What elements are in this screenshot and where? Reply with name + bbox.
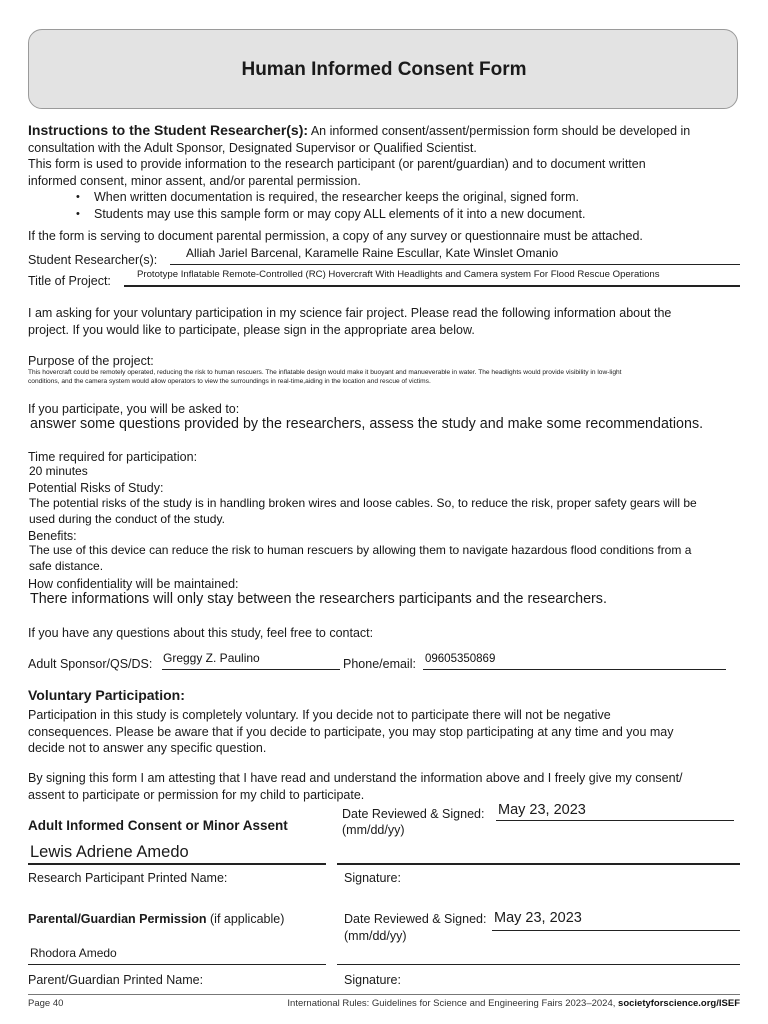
contact-intro: If you have any questions about this study, feel free to contact: bbox=[28, 626, 374, 640]
adult-date-label: Date Reviewed & Signed: bbox=[342, 807, 485, 821]
purpose-line2: conditions, and the camera system would allow operators to view the surroundings in real-time,aiding in the location and rescue of victims. bbox=[28, 378, 431, 385]
footer-link[interactable]: societyforscience.org/ISEF bbox=[618, 998, 740, 1009]
footer-page: Page 40 bbox=[28, 998, 64, 1009]
adult-date-line bbox=[496, 820, 734, 821]
benefits-text bbox=[29, 543, 754, 574]
adult-date-format: (mm/dd/yy) bbox=[342, 823, 405, 837]
parent-date-line bbox=[492, 930, 740, 931]
risks-text bbox=[29, 496, 754, 527]
footer-divider bbox=[28, 994, 740, 995]
parent-signature-line[interactable] bbox=[337, 964, 740, 965]
parental-heading bbox=[28, 911, 284, 928]
instructions-line4: informed consent, minor assent, and/or parental permission. bbox=[28, 173, 361, 188]
bullet-item: • Students may use this sample form or may copy ALL elements of it into a new document. bbox=[74, 206, 748, 223]
footer-rules: International Rules: Guidelines for Science and Engineering Fairs 2023–2024, bbox=[287, 998, 619, 1009]
time-value: 20 minutes bbox=[29, 464, 88, 478]
benefits-line2: safe distance. bbox=[29, 558, 104, 573]
purpose-line1: This hovercraft could be remotely operated, reducing the risk to human rescuers. The inflatable design would make it buoyant and manueverable in water. The headlights would provide visibility in low-light bbox=[28, 369, 622, 376]
benefits-label: Benefits: bbox=[28, 529, 77, 543]
researchers-label: Student Researcher(s): bbox=[28, 253, 158, 267]
instructions-bullets bbox=[74, 189, 748, 222]
phone-line bbox=[423, 669, 726, 670]
page-title: Human Informed Consent Form bbox=[241, 59, 527, 80]
instructions-line2: consultation with the Adult Sponsor, Designated Supervisor or Qualified Scientist. bbox=[28, 140, 477, 155]
voluntary-line1: Participation in this study is completely voluntary. If you decide not to participate there will not be negative bbox=[28, 708, 611, 722]
risks-line2: used during the conduct of the study. bbox=[29, 511, 225, 526]
asked-label: If you participate, you will be asked to: bbox=[28, 402, 240, 416]
participant-name-label: Research Participant Printed Name: bbox=[28, 871, 228, 885]
phone-label: Phone/email: bbox=[343, 657, 416, 671]
researchers-value: Alliah Jariel Barcenal, Karamelle Raine Escullar, Kate Winslet Omanio bbox=[186, 246, 559, 260]
voluntary-text bbox=[28, 707, 748, 757]
risks-label: Potential Risks of Study: bbox=[28, 481, 164, 495]
instructions-line1: An informed consent/assent/permission form should be developed in bbox=[310, 124, 691, 138]
instructions-heading: Instructions to the Student Researcher(s): bbox=[28, 122, 309, 138]
parent-date-format: (mm/dd/yy) bbox=[344, 929, 407, 943]
parent-signature-label: Signature: bbox=[344, 973, 401, 987]
attest-line2: assent to participate or permission for my child to participate. bbox=[28, 787, 365, 802]
instructions-block bbox=[28, 122, 748, 245]
parental-heading-bold: Parental/Guardian Permission bbox=[28, 912, 207, 926]
confidentiality-value: There informations will only stay between the researchers participants and the researchers. bbox=[30, 591, 607, 607]
participant-signature-label: Signature: bbox=[344, 871, 401, 885]
project-label: Title of Project: bbox=[28, 274, 111, 288]
parental-heading-rest: (if applicable) bbox=[206, 912, 285, 926]
participant-name-value: Lewis Adriene Amedo bbox=[30, 843, 189, 861]
attest-line1: By signing this form I am attesting that I have read and understand the information above and I freely give my consent/ bbox=[28, 771, 683, 785]
sponsor-label: Adult Sponsor/QS/DS: bbox=[28, 657, 153, 671]
voluntary-heading: Voluntary Participation: bbox=[28, 687, 185, 703]
asked-value: answer some questions provided by the researchers, assess the study and make some recommendations. bbox=[30, 416, 704, 432]
footer-text bbox=[287, 998, 740, 1009]
bullet-item: • When written documentation is required, the researcher keeps the original, signed form. bbox=[74, 189, 748, 206]
project-line bbox=[124, 285, 740, 287]
researchers-line bbox=[170, 264, 740, 265]
sponsor-value: Greggy Z. Paulino bbox=[163, 651, 260, 665]
phone-value: 09605350869 bbox=[425, 653, 496, 665]
parent-name-value: Rhodora Amedo bbox=[30, 946, 117, 960]
participant-signature-line[interactable] bbox=[337, 863, 740, 865]
sponsor-line bbox=[162, 669, 340, 670]
parent-name-line bbox=[28, 964, 326, 965]
parent-date-label: Date Reviewed & Signed: bbox=[344, 912, 487, 926]
attest-text bbox=[28, 770, 748, 803]
parent-date-value: May 23, 2023 bbox=[494, 910, 582, 926]
adult-date-value: May 23, 2023 bbox=[498, 802, 586, 818]
intro-block bbox=[28, 305, 748, 338]
participant-name-line bbox=[28, 863, 326, 865]
project-value: Prototype Inflatable Remote-Controlled (RC) Hovercraft With Headlights and Camera system For Flood Rescue Operations bbox=[137, 269, 660, 280]
instructions-line3: This form is used to provide information to the research participant (or parent/guardian) and to document written bbox=[28, 157, 646, 171]
risks-line1: The potential risks of the study is in handling broken wires and loose cables. So, to reduce the risk, proper safety gears will be bbox=[29, 496, 697, 510]
voluntary-line2: consequences. Please be aware that if you decide to participate, you may stop participating at any time and you may bbox=[28, 724, 674, 739]
adult-consent-heading: Adult Informed Consent or Minor Assent bbox=[28, 818, 288, 833]
voluntary-line3: decide not to answer any specific question. bbox=[28, 741, 267, 755]
time-label: Time required for participation: bbox=[28, 450, 198, 464]
intro-line1: I am asking for your voluntary participation in my science fair project. Please read the following information about the bbox=[28, 306, 672, 320]
intro-line2: project. If you would like to participate, please sign in the appropriate area below. bbox=[28, 322, 475, 337]
purpose-label: Purpose of the project: bbox=[28, 354, 154, 368]
survey-note: If the form is serving to document parental permission, a copy of any survey or questionnaire must be attached. bbox=[28, 229, 643, 243]
purpose-text bbox=[28, 368, 753, 386]
confidentiality-label: How confidentiality will be maintained: bbox=[28, 577, 239, 591]
benefits-line1: The use of this device can reduce the risk to human rescuers by allowing them to navigate hazardous flood conditions from a bbox=[29, 543, 692, 557]
parent-name-label: Parent/Guardian Printed Name: bbox=[28, 973, 204, 987]
